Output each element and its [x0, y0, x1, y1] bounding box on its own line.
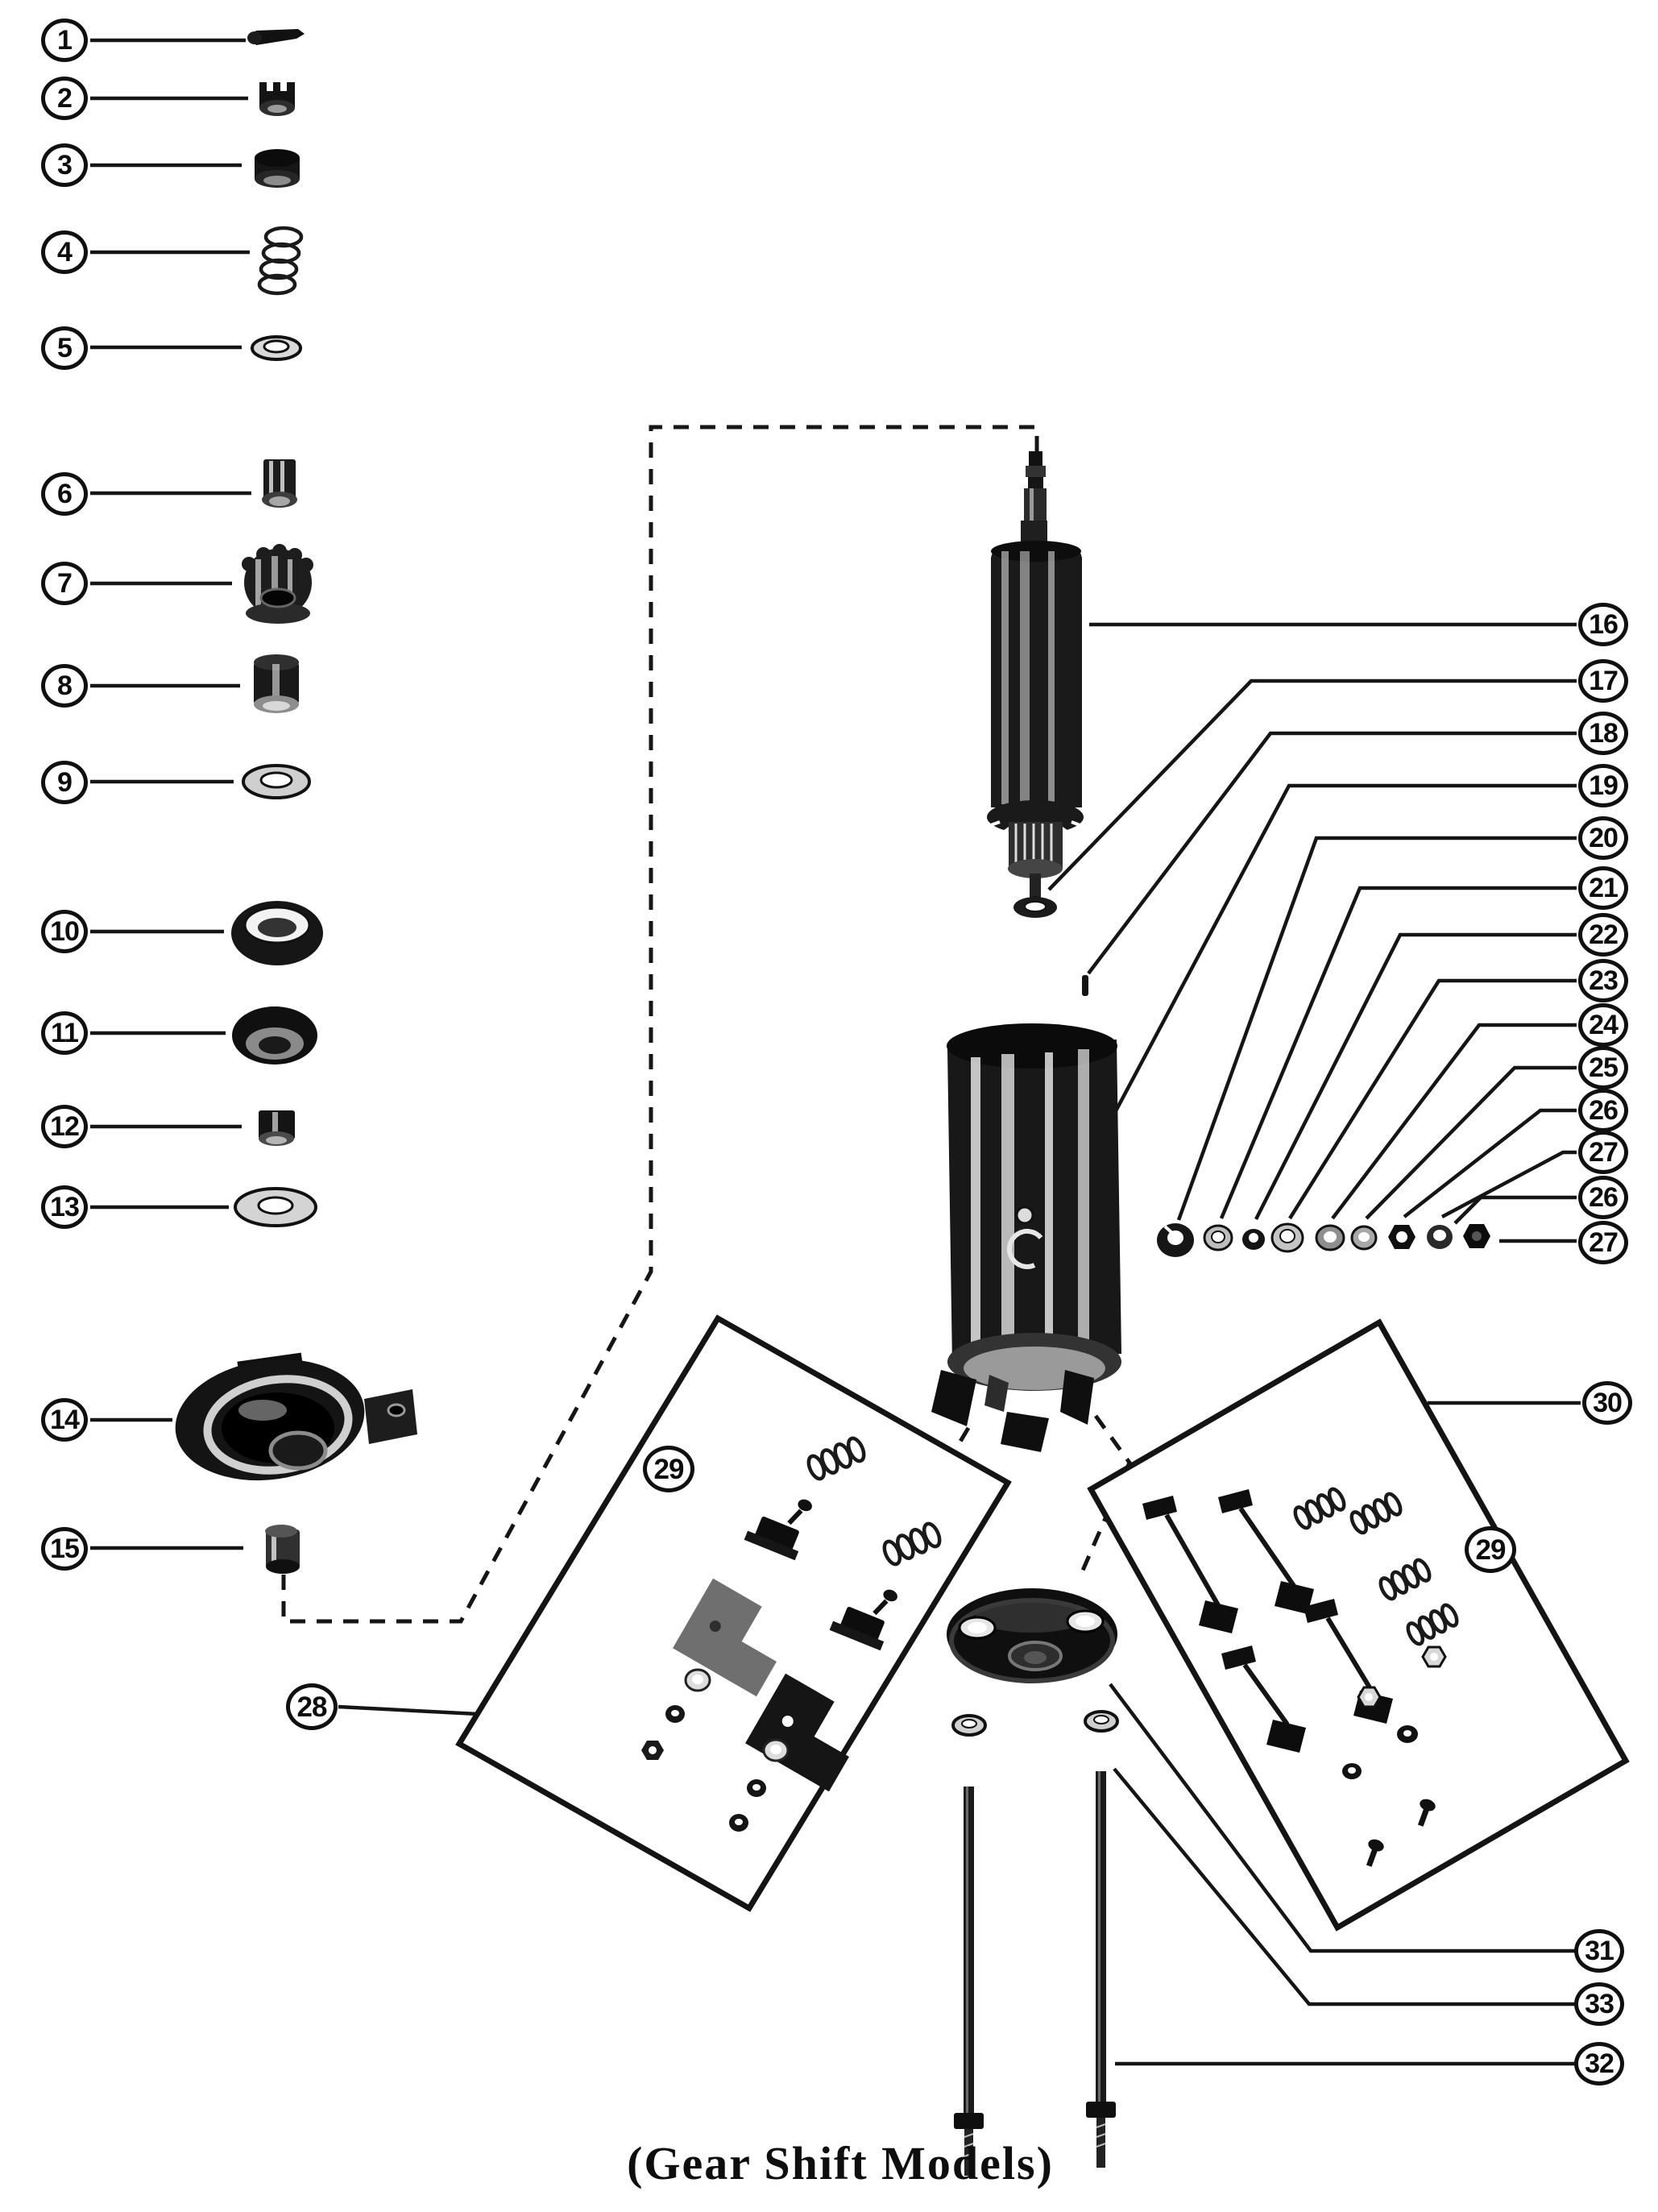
ball-bearing-illustration	[231, 901, 323, 965]
washer-illustration-5	[252, 337, 301, 359]
callout-28: 28	[286, 1683, 338, 1730]
callout-19: 19	[1578, 764, 1628, 807]
seal-bearing-illustration	[232, 1006, 317, 1064]
callout-2: 2	[41, 77, 88, 120]
leader-line-26	[1404, 1110, 1577, 1217]
drive-cup-illustration	[255, 149, 300, 188]
callout-17: 17	[1578, 659, 1628, 703]
bushing-illustration-15	[265, 1525, 300, 1574]
callout-32: 32	[1574, 2042, 1624, 2085]
figure-caption: (Gear Shift Models)	[627, 2137, 1054, 2189]
washer-illustration-23	[1272, 1224, 1303, 1251]
leader-line-24	[1333, 1025, 1577, 1218]
left-parts-column	[168, 29, 417, 1574]
callout-4: 4	[41, 230, 88, 274]
leader-line-23	[1290, 981, 1577, 1218]
callout-27b: 27	[1578, 1221, 1628, 1264]
hardware-row	[1157, 1223, 1490, 1257]
callout-13: 13	[41, 1185, 88, 1229]
callout-26b: 26	[1578, 1176, 1628, 1219]
starter-frame-illustration	[931, 1023, 1121, 1452]
pin-illustration	[247, 29, 305, 45]
spacer-illustration-22	[1242, 1229, 1265, 1250]
callout-31: 31	[1574, 1929, 1624, 1973]
leader-line-28	[338, 1707, 478, 1714]
callout-14: 14	[41, 1398, 88, 1442]
callout-33: 33	[1574, 1982, 1624, 2026]
end-cap-illustration	[947, 1588, 1117, 1681]
callout-25: 25	[1578, 1046, 1628, 1089]
castle-nut-illustration	[259, 82, 295, 116]
washer-illustration-9	[243, 766, 309, 798]
callout-3: 3	[41, 143, 88, 187]
callout-1: 1	[41, 19, 88, 62]
callout-21: 21	[1578, 866, 1628, 910]
washer-illustration-25	[1352, 1226, 1376, 1249]
leader-line-19	[1112, 786, 1577, 1118]
hex-nut-illustration-27b	[1463, 1224, 1490, 1248]
brush-plate-kit-box	[459, 1318, 1008, 1908]
leader-line-27	[1442, 1152, 1577, 1217]
callout-24: 24	[1578, 1003, 1628, 1047]
end-housing-illustration	[168, 1347, 417, 1492]
callout-26: 26	[1578, 1089, 1628, 1132]
callout-22: 22	[1578, 913, 1628, 957]
thrust-washer-illustration	[1013, 897, 1057, 918]
callout-12: 12	[41, 1105, 88, 1148]
callout-15: 15	[41, 1527, 88, 1571]
leader-line-22	[1256, 935, 1577, 1219]
callout-7: 7	[41, 562, 88, 605]
spring-illustration	[259, 228, 301, 293]
bushing-illustration-12	[259, 1110, 295, 1146]
callout-20: 20	[1578, 816, 1628, 860]
leader-line-18	[1088, 733, 1577, 973]
drive-barrel-illustration	[254, 654, 299, 713]
callout-16: 16	[1578, 603, 1628, 646]
callout-11: 11	[41, 1011, 88, 1055]
callout-5: 5	[41, 326, 88, 370]
through-bolt-illustration-left	[954, 1787, 984, 2176]
hex-nut-illustration-26	[1388, 1225, 1416, 1249]
armature-illustration	[987, 451, 1084, 903]
washer-illustration-13	[235, 1189, 316, 1226]
callout-29-left: 29	[643, 1446, 694, 1492]
leader-line-20	[1179, 838, 1577, 1220]
pinion-gear-illustration	[242, 544, 313, 624]
callout-23: 23	[1578, 959, 1628, 1002]
callout-9: 9	[41, 761, 88, 804]
through-bolt-illustration-right	[1086, 1771, 1116, 2168]
lock-washer-illustration-27	[1427, 1225, 1453, 1249]
washer-illustration-21	[1204, 1226, 1232, 1250]
lock-washer-illustration	[1157, 1223, 1194, 1257]
callout-6: 6	[41, 472, 88, 516]
callout-29-right: 29	[1465, 1526, 1516, 1573]
callout-10: 10	[41, 910, 88, 953]
bushing-illustration-6	[262, 459, 297, 508]
drive-pin-illustration	[1082, 975, 1088, 996]
callout-18: 18	[1578, 712, 1628, 755]
callout-8: 8	[41, 664, 88, 708]
callout-27: 27	[1578, 1131, 1628, 1174]
washer-illustration-24	[1316, 1226, 1344, 1250]
through-bolt-washers	[953, 1712, 1117, 1735]
callout-30: 30	[1582, 1381, 1632, 1425]
